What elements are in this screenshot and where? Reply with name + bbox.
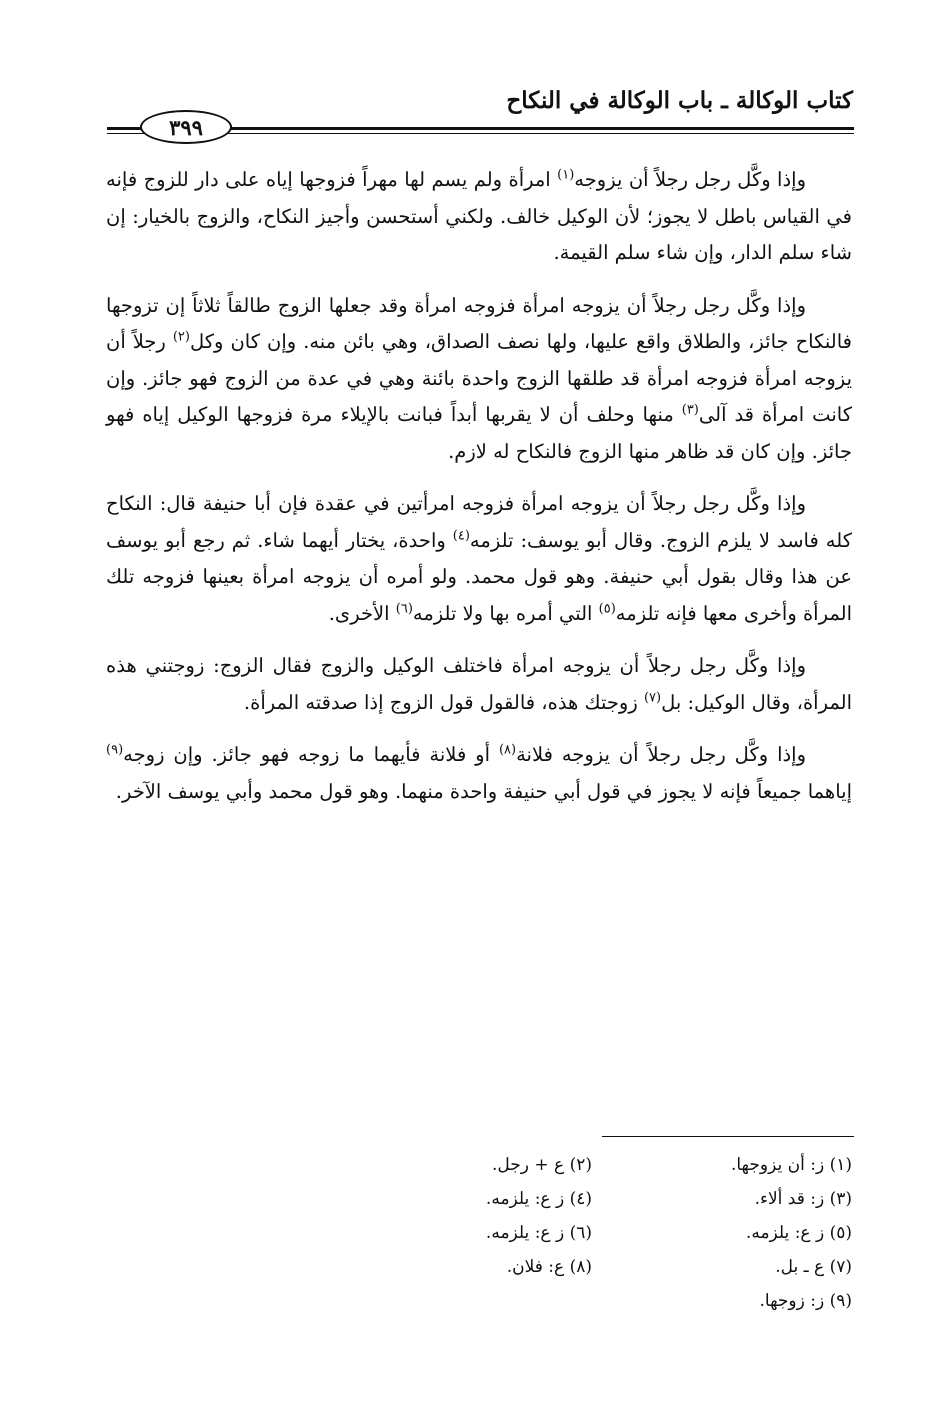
page-number-badge bbox=[140, 110, 232, 144]
paragraph bbox=[106, 486, 852, 632]
paragraph-text: وإذا وكَّل رجل رجلاً أن يزوجه فلانة bbox=[516, 743, 807, 766]
page-number: ٣٩٩ bbox=[169, 114, 203, 140]
paragraph-text: زوجتك هذه، فالقول قول الزوج إذا صدقته المرأة. bbox=[243, 690, 644, 714]
footnote-marker: (٢) bbox=[172, 329, 190, 345]
paragraph-text: وإذا وكَّل رجل رجلاً أن يزوجه bbox=[574, 168, 806, 191]
paragraph-text: وإذا وكَّل رجل رجلاً أن يزوجه امرأة فزوجه امرأتين في عقدة فإن أبا حنيفة قال: النكاح كله فاسد لا يلزم الزوج. وقال أبو يوسف: تلزمه bbox=[106, 492, 852, 552]
footnote-item: (٥) ز ع: يلزمه. bbox=[745, 1223, 852, 1243]
paragraph-text: رجلاً أن يزوجه امرأة فزوجه امرأة قد طلقها الزوج واحدة بائنة وهي في عدة من الزوج فهو جائز. وإن كانت امرأة قد آلى bbox=[106, 330, 852, 426]
paragraph bbox=[106, 648, 852, 721]
footnote-marker: (٣) bbox=[681, 402, 699, 418]
footnote-marker: (١) bbox=[557, 167, 575, 183]
footnote-item: (٨) ع: فلان. bbox=[506, 1257, 592, 1277]
footnote-marker: (٧) bbox=[643, 690, 662, 705]
paragraph-text: منها وحلف أن لا يقربها أبداً فبانت بالإيلاء مرة فزوجها الوكيل إياه فهو جائز. وإن كان قد ظاهر منها الزوج فالنكاح له لازم. bbox=[106, 403, 852, 463]
footnote-item: (٩) ز: زوجها. bbox=[759, 1291, 852, 1311]
running-header-title: كتاب الوكالة ـ باب الوكالة في النكاح bbox=[506, 87, 853, 114]
paragraph-text: أو فلانة فأيهما ما زوجه فهو جائز. وإن زوجه bbox=[123, 743, 499, 766]
footnote-item: (٤) ز ع: يلزمه. bbox=[485, 1189, 592, 1209]
footnote-marker: (٨) bbox=[498, 742, 517, 758]
paragraph-text: واحدة، يختار أيهما شاء. ثم رجع أبو يوسف عن هذا وقال بقول أبي حنيفة. وهو قول محمد. ولو أمره أن يزوجه امرأة بعينها فزوجه تلك المرأة وأخرى معها فإنه تلزمه bbox=[106, 528, 852, 625]
footnote-item: (٦) ز ع: يلزمه. bbox=[485, 1223, 592, 1243]
paragraph-text: وإذا وكَّل رجل رجلاً أن يزوجه امرأة فاختلف الوكيل والزوج فقال الزوج: زوجتني هذه المرأة، وقال الوكيل: بل bbox=[106, 654, 852, 714]
footnote-marker: (٥) bbox=[598, 601, 616, 616]
paragraph bbox=[106, 288, 852, 471]
footnote-item: (٢) ع + رجل. bbox=[491, 1155, 592, 1175]
paragraph bbox=[106, 162, 852, 272]
paragraph-text: الأخرى. bbox=[328, 601, 396, 625]
footnote-item: (١) ز: أن يزوجها. bbox=[730, 1155, 852, 1175]
footnote-item: (٧) ع ـ بل. bbox=[775, 1257, 852, 1277]
footnote-divider bbox=[602, 1136, 854, 1137]
footnote-marker: (٩) bbox=[106, 742, 124, 758]
footnote-marker: (٦) bbox=[395, 601, 413, 616]
footnote-marker: (٤) bbox=[452, 528, 470, 543]
body-text bbox=[106, 162, 852, 826]
footnotes bbox=[330, 1150, 852, 1316]
paragraph-text: إياهما جميعاً فإنه لا يجوز في قول أبي حنيفة واحدة منهما. وهو قول محمد وأبي يوسف الآخر. bbox=[115, 779, 852, 803]
paragraph bbox=[106, 737, 852, 810]
paragraph-text: وإذا وكَّل رجل رجلاً أن يزوجه امرأة فزوجه امرأة وقد جعلها الزوج طالقاً ثلاثاً إن تزوجها فالنكاح جائز، والطلاق واقع عليها، ولها نصف الصداق، وهي بائن منه. وإن كان وكل bbox=[106, 293, 852, 353]
footnote-item: (٣) ز: قد ألاء. bbox=[754, 1189, 852, 1209]
paragraph-text: التي أمره بها ولا تلزمه bbox=[412, 601, 599, 625]
paragraph-text: امرأة ولم يسم لها مهراً فزوجها إياه على دار للزوج فإنه في القياس باطل لا يجوز؛ لأن الوكيل خالف. ولكني أستحسن وأجيز النكاح، والزوج بالخيار: إن شاء سلم الدار، وإن شاء سلم القيمة. bbox=[106, 168, 852, 264]
